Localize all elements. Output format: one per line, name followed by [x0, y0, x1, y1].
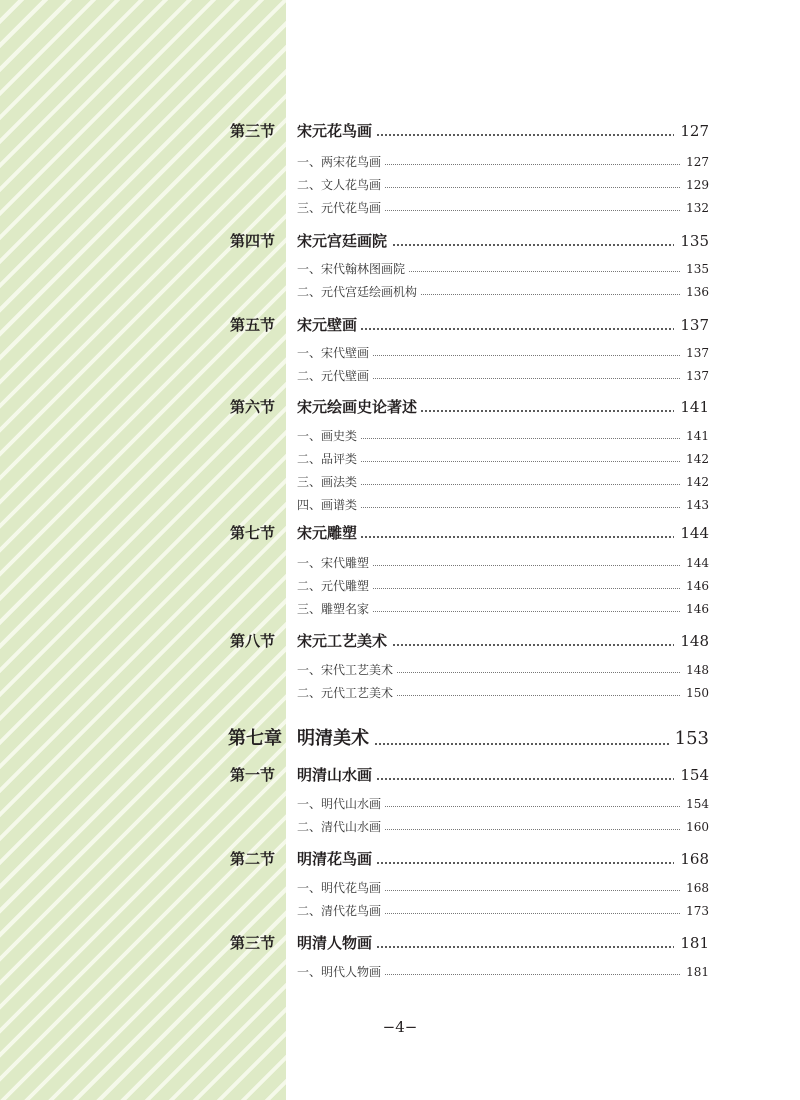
toc-entry-label: 第二节: [229, 850, 275, 868]
toc-subentry[interactable]: [0, 492, 800, 518]
toc-subentry[interactable]: [0, 898, 800, 924]
toc-entry-title: 明清美术: [297, 726, 373, 752]
toc-entry-title: 二、元代工艺美术: [297, 680, 397, 706]
toc-entry-page: 143: [680, 492, 709, 518]
toc-entry-title: 一、明代山水画: [297, 791, 385, 817]
toc-entry-title: 二、元代雕塑: [297, 573, 373, 599]
toc-entry-title: 二、元代宫廷绘画机构: [297, 279, 421, 305]
toc-entry-title: 二、品评类: [297, 446, 361, 472]
toc-entry-label: 第一节: [229, 766, 275, 784]
toc-entry-title: 二、文人花鸟画: [297, 172, 385, 198]
toc-entry-title: 宋元工艺美术: [297, 628, 391, 654]
toc-entry-title: 宋元绘画史论著述: [297, 394, 421, 420]
toc-subentry[interactable]: [0, 680, 800, 706]
toc-section[interactable]: [0, 394, 800, 420]
toc-entry-label: 第三节: [229, 934, 275, 952]
toc-subentry[interactable]: [0, 596, 800, 622]
toc-entry-title: 四、画谱类: [297, 492, 361, 518]
toc-entry-label: 第三节: [229, 122, 275, 140]
toc-subentry[interactable]: [0, 279, 800, 305]
toc-entry-page: 154: [680, 791, 709, 817]
toc-entry-label: 第七章: [228, 728, 282, 749]
toc-entry-page: 144: [674, 520, 709, 546]
toc-entry-page: 146: [680, 596, 709, 622]
toc-entry-page: 144: [680, 550, 709, 576]
toc-entry-page: 142: [680, 469, 709, 495]
toc-entry-title: 三、元代花鸟画: [297, 195, 385, 221]
toc-section[interactable]: [0, 930, 800, 956]
toc-subentry[interactable]: [0, 363, 800, 389]
toc-entry-title: 一、两宋花鸟画: [297, 149, 385, 175]
toc-entry-title: 明清花鸟画: [297, 846, 376, 872]
toc-entry-title: 明清人物画: [297, 930, 376, 956]
toc-entry-page: 137: [680, 340, 709, 366]
page-number: −4−: [382, 1018, 418, 1036]
toc-entry-title: 一、宋代翰林图画院: [297, 256, 409, 282]
toc-entry-page: 181: [674, 930, 709, 956]
toc-entry-title: 一、明代人物画: [297, 959, 385, 985]
toc-entry-page: 150: [680, 680, 709, 706]
toc-section[interactable]: [0, 762, 800, 788]
toc-entry-title: 二、清代山水画: [297, 814, 385, 840]
toc-entry-page: 148: [680, 657, 709, 683]
toc-entry-label: 第六节: [229, 398, 275, 416]
toc-section[interactable]: [0, 228, 800, 254]
toc-section[interactable]: [0, 312, 800, 338]
toc-entry-page: 137: [680, 363, 709, 389]
toc-entry-title: 二、清代花鸟画: [297, 898, 385, 924]
toc-section[interactable]: [0, 846, 800, 872]
toc-entry-title: 一、宋代工艺美术: [297, 657, 397, 683]
toc-entry-page: 141: [680, 423, 709, 449]
toc-entry-label: 第五节: [229, 316, 275, 334]
toc-entry-title: 三、画法类: [297, 469, 361, 495]
toc-entry-title: 明清山水画: [297, 762, 376, 788]
toc-entry-title: 一、宋代雕塑: [297, 550, 373, 576]
toc-entry-page: 168: [680, 875, 709, 901]
toc-entry-page: 137: [674, 312, 709, 338]
toc-entry-page: 132: [680, 195, 709, 221]
toc-entry-page: 142: [680, 446, 709, 472]
toc-entry-title: 宋元花鸟画: [297, 118, 376, 144]
toc-entry-title: 宋元壁画: [297, 312, 361, 338]
toc-entry-title: 三、雕塑名家: [297, 596, 373, 622]
toc-entry-page: 127: [674, 118, 709, 144]
toc-entry-title: 二、元代壁画: [297, 363, 373, 389]
toc-entry-page: 129: [680, 172, 709, 198]
toc-entry-title: 一、宋代壁画: [297, 340, 373, 366]
toc-subentry[interactable]: [0, 959, 800, 985]
toc-entry-title: 一、画史类: [297, 423, 361, 449]
toc-entry-page: 181: [680, 959, 709, 985]
toc-subentry[interactable]: [0, 195, 800, 221]
toc-entry-label: 第八节: [229, 632, 275, 650]
toc-entry-page: 127: [680, 149, 709, 175]
toc-entry-page: 173: [680, 898, 709, 924]
toc-chapter[interactable]: [0, 726, 800, 752]
toc-entry-page: 154: [674, 762, 709, 788]
toc-entry-page: 153: [669, 726, 709, 752]
toc-entry-page: 146: [680, 573, 709, 599]
toc-entry-page: 148: [674, 628, 709, 654]
toc-section[interactable]: [0, 118, 800, 144]
toc-section[interactable]: [0, 628, 800, 654]
toc-entry-page: 141: [674, 394, 709, 420]
toc-entry-title: 宋元雕塑: [297, 520, 361, 546]
toc-entry-title: 宋元宫廷画院: [297, 228, 391, 254]
toc-section[interactable]: [0, 520, 800, 546]
toc-subentry[interactable]: [0, 814, 800, 840]
toc-entry-page: 160: [680, 814, 709, 840]
toc-entry-page: 136: [680, 279, 709, 305]
toc-entry-page: 135: [674, 228, 709, 254]
toc-entry-page: 168: [674, 846, 709, 872]
toc-entry-label: 第四节: [229, 232, 275, 250]
toc-entry-label: 第七节: [229, 524, 275, 542]
toc-entry-page: 135: [680, 256, 709, 282]
toc-entry-title: 一、明代花鸟画: [297, 875, 385, 901]
